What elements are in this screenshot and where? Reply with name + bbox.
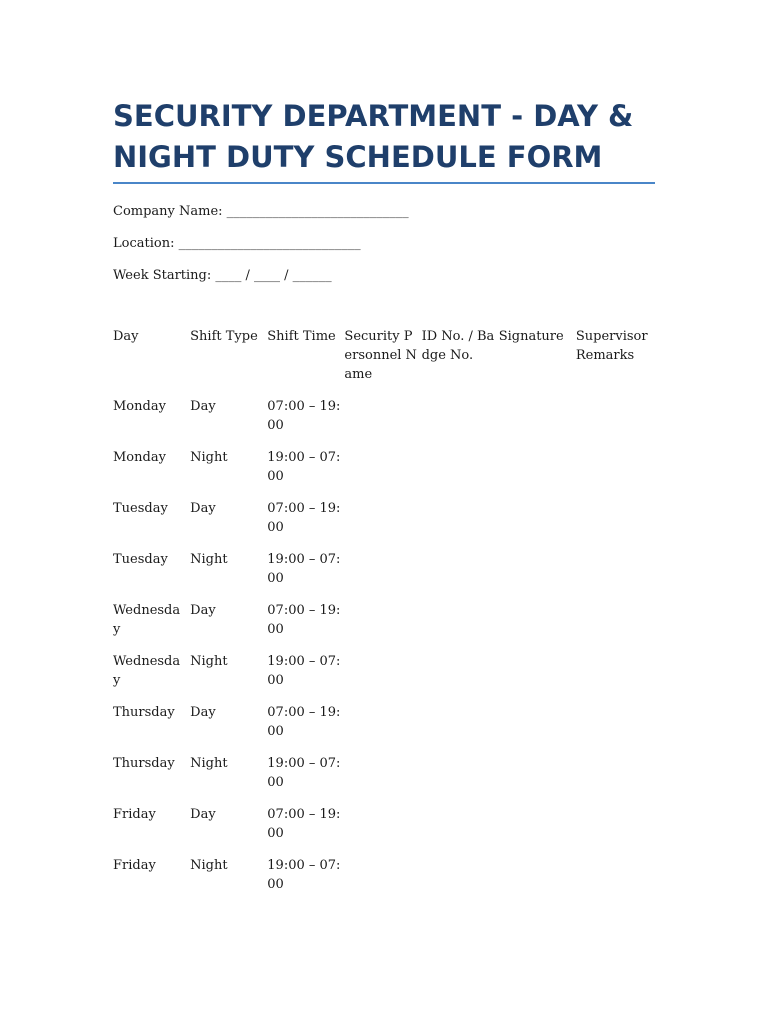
cell-shift-type: Day [190,603,216,618]
cell-shift-time: 19:00 – 07:00 [267,450,341,484]
cell-personnel-name [344,499,421,550]
cell-signature [499,754,576,805]
cell-badge-no [422,856,499,907]
cell-shift-type: Night [190,756,228,771]
cell-day: Wednesday [113,603,181,637]
cell-personnel-name [344,805,421,856]
cell-shift-time: 07:00 – 19:00 [267,603,341,637]
cell-supervisor-remarks [576,601,653,652]
cell-signature [499,703,576,754]
cell-shift-type: Day [190,807,216,822]
cell-signature [499,448,576,499]
cell-signature [499,499,576,550]
cell-badge-no [422,754,499,805]
document-title: SECURITY DEPARTMENT - DAY & NIGHT DUTY SCHEDULE FORM [113,99,634,174]
table-row [113,805,653,856]
cell-supervisor-remarks [576,856,653,907]
cell-personnel-name [344,652,421,703]
cell-signature [499,856,576,907]
cell-shift-type: Night [190,858,228,873]
document-page [113,96,655,907]
cell-supervisor-remarks [576,448,653,499]
cell-badge-no [422,550,499,601]
header-id-badge-no: ID No. / Badge No. [421,329,495,363]
cell-signature [499,601,576,652]
cell-personnel-name [344,754,421,805]
table-row [113,652,653,703]
cell-badge-no [422,499,499,550]
cell-personnel-name [344,703,421,754]
cell-badge-no [422,448,499,499]
cell-shift-time: 07:00 – 19:00 [267,501,341,535]
cell-day: Thursday [113,705,175,720]
cell-supervisor-remarks [576,805,653,856]
table-row [113,397,653,448]
table-row [113,754,653,805]
cell-shift-time: 19:00 – 07:00 [267,858,341,892]
cell-supervisor-remarks [576,499,653,550]
cell-badge-no [422,805,499,856]
cell-shift-time: 19:00 – 07:00 [267,552,341,586]
cell-supervisor-remarks [576,397,653,448]
cell-personnel-name [344,397,421,448]
header-shift-time: Shift Time [267,329,336,344]
cell-day: Tuesday [113,552,168,567]
cell-day: Tuesday [113,501,168,516]
cell-shift-type: Day [190,399,216,414]
cell-shift-type: Day [190,501,216,516]
duty-schedule-table [113,327,653,907]
cell-day: Friday [113,858,156,873]
cell-personnel-name [344,550,421,601]
cell-personnel-name [344,448,421,499]
cell-badge-no [422,703,499,754]
cell-shift-time: 19:00 – 07:00 [267,756,341,790]
cell-supervisor-remarks [576,703,653,754]
header-security-personnel-name: Security Personnel Name [344,329,417,382]
cell-supervisor-remarks [576,550,653,601]
table-row [113,601,653,652]
cell-shift-time: 07:00 – 19:00 [267,705,341,739]
cell-badge-no [422,397,499,448]
table-row [113,499,653,550]
cell-signature [499,805,576,856]
table-row [113,703,653,754]
title-underline [113,182,655,184]
cell-badge-no [422,601,499,652]
cell-signature [499,550,576,601]
header-supervisor-remarks: Supervisor Remarks [575,329,648,363]
cell-signature [499,652,576,703]
table-body [113,397,653,907]
cell-shift-type: Night [190,552,228,567]
table-header-row [113,327,653,397]
cell-day: Wednesday [113,654,181,688]
cell-shift-type: Night [190,450,228,465]
header-signature: Signature [498,329,564,344]
location-field: Location: ____________________________ [113,236,361,251]
cell-supervisor-remarks [576,652,653,703]
cell-day: Thursday [113,756,175,771]
cell-shift-time: 07:00 – 19:00 [267,807,341,841]
table-row [113,856,653,907]
cell-badge-no [422,652,499,703]
cell-day: Monday [113,399,166,414]
header-day: Day [113,329,139,344]
cell-shift-type: Night [190,654,228,669]
cell-personnel-name [344,601,421,652]
cell-signature [499,397,576,448]
cell-shift-type: Day [190,705,216,720]
cell-day: Monday [113,450,166,465]
table-row [113,448,653,499]
table-row [113,550,653,601]
cell-shift-time: 19:00 – 07:00 [267,654,341,688]
header-shift-type: Shift Type [190,329,258,344]
week-starting-field: Week Starting: ____ / ____ / ______ [113,268,332,283]
cell-personnel-name [344,856,421,907]
cell-supervisor-remarks [576,754,653,805]
cell-shift-time: 07:00 – 19:00 [267,399,341,433]
cell-day: Friday [113,807,156,822]
company-name-field: Company Name: ____________________________ [113,204,409,219]
